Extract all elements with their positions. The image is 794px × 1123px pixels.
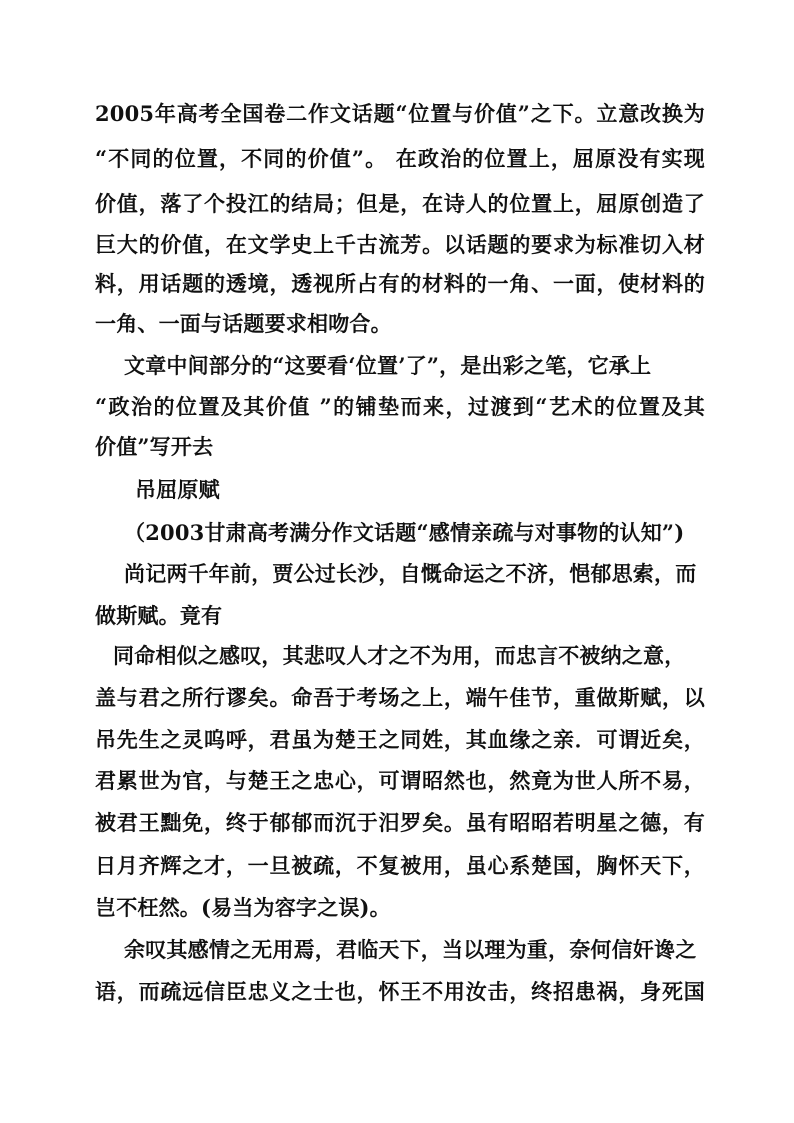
paragraph1-line-5: 料，用话题的透境，透视所占有的材料的一角、一面，使材料的 bbox=[95, 271, 705, 296]
paragraph4-line-6: 日月齐辉之才，一旦被疏，不复被用，虽心系楚国，胸怀天下， bbox=[95, 853, 705, 878]
paragraph3-line-1: 尚记两千年前，贾公过长沙，自慨命运之不济，悒郁思索，而 bbox=[124, 561, 697, 586]
paragraph2-line-2: “政治的位置及其价值 ”的铺垫而来，过渡到“艺术的位置及其 bbox=[95, 394, 705, 419]
paragraph1-line-1: 2005年高考全国卷二作文话题“位置与价值”之下。立意改换为 bbox=[95, 101, 705, 126]
paragraph4-line-1: 同命相似之感叹，其悲叹人才之不为用，而忠言不被纳之意， bbox=[113, 643, 686, 668]
paragraph1-line-3: 价值，落了个投江的结局；但是，在诗人的位置上，屈原创造了 bbox=[95, 191, 705, 216]
paragraph4-line-3: 吊先生之灵呜呼，君虽为楚王之同姓，其血缘之亲．可谓近矣， bbox=[95, 727, 705, 752]
essay-title: 吊屈原赋 bbox=[135, 477, 220, 502]
paragraph4-line-5: 被君王黜免，终于郁郁而沉于汨罗矣。虽有昭昭若明星之德，有 bbox=[95, 810, 705, 835]
paragraph5-line-2: 语，而疏远信臣忠义之士也，怀王不用汝击，终招患祸，身死国 bbox=[95, 979, 705, 1004]
paragraph4-line-2: 盖与君之所行谬矣。命吾于考场之上，端午佳节，重做斯赋，以 bbox=[95, 685, 705, 710]
paragraph1-line-4: 巨大的价值，在文学史上千古流芳。以话题的要求为标准切入材 bbox=[95, 232, 705, 257]
paragraph5-line-1: 余叹其感情之无用焉，君临天下，当以理为重，奈何信奸谗之 bbox=[124, 937, 697, 962]
paragraph4-line-4: 君累世为官，与楚王之忠心，可谓昭然也，然竟为世人所不易， bbox=[95, 768, 705, 793]
paragraph2-line-3: 价值”写开去 bbox=[95, 434, 214, 459]
paragraph3-line-2: 做斯赋。竟有 bbox=[95, 603, 223, 628]
paragraph1-line-6: 一角、一面与话题要求相吻合。 bbox=[95, 311, 392, 336]
essay-subtitle: （2003甘肃高考满分作文话题“感情亲疏与对事物的认知”) bbox=[124, 520, 685, 545]
paragraph4-line-7: 岂不枉然。(易当为容字之误)。 bbox=[95, 895, 391, 920]
paragraph2-line-1: 文章中间部分的“这要看‘位置’了”，是出彩之笔，它承上 bbox=[124, 353, 652, 378]
paragraph1-line-2: “不同的位置，不同的价值”。 在政治的位置上，屈原没有实现 bbox=[95, 146, 705, 171]
